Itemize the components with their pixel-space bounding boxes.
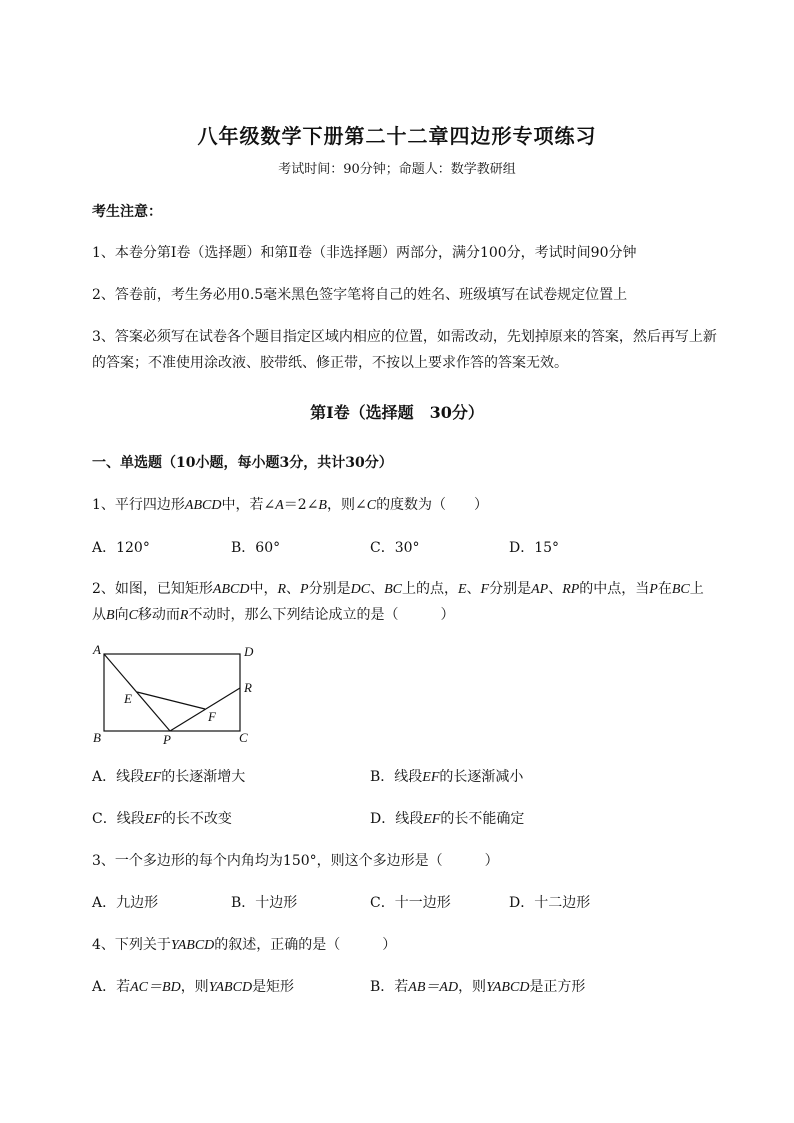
q4-option-a: A．若AC＝BD，则YABCD是矩形 xyxy=(92,979,295,995)
notice-item-2: 2、答卷前，考生务必用0.5毫米黑色签字笔将自己的姓名、班级填写在试卷规定位置上 xyxy=(92,287,628,303)
q3-option-c: C．十一边形 xyxy=(370,895,451,911)
label-f: F xyxy=(208,709,216,724)
q1-option-a: A．120° xyxy=(92,540,150,556)
part-title: 一、单选题（10小题，每小题3分，共计30分） xyxy=(92,455,393,471)
q3-option-a: A．九边形 xyxy=(92,895,159,911)
q4-option-b: B．若AB＝AD，则YABCD是正方形 xyxy=(370,979,586,995)
question-4-stem: 4、下列关于YABCD的叙述，正确的是（ ） xyxy=(92,937,397,953)
q2-option-c: C．线段EF的长不改变 xyxy=(92,811,232,827)
label-r: R xyxy=(244,680,252,695)
question-2-stem-line1: 2、如图，已知矩形ABCD中，R、P分别是DC、BC上的点，E、F分别是AP、RP的中点，当P在BC上 xyxy=(92,581,704,597)
page-subtitle: 考试时间：90分钟；命题人：数学教研组 xyxy=(278,162,516,177)
question-3-stem: 3、一个多边形的每个内角均为150°，则这个多边形是（ ） xyxy=(92,853,499,869)
label-c: C xyxy=(239,730,248,745)
segment-ef xyxy=(137,692,205,709)
label-p: P xyxy=(163,732,171,747)
q3-option-b: B．十边形 xyxy=(231,895,298,911)
q2-option-b: B．线段EF的长逐渐减小 xyxy=(370,769,524,785)
notice-item-3-cont: 的答案；不准使用涂改液、胶带纸、修正带，不按以上要求作答的答案无效。 xyxy=(92,355,568,371)
segment-rp xyxy=(170,688,240,731)
notice-item-1: 1、本卷分第I卷（选择题）和第Ⅱ卷（非选择题）两部分，满分100分，考试时间90分钟 xyxy=(92,245,637,261)
q3-option-d: D．十二边形 xyxy=(509,895,591,911)
q2-option-d: D．线段EF的长不能确定 xyxy=(370,811,525,827)
q1-option-d: D．15° xyxy=(509,540,560,556)
q2-option-a: A．线段EF的长逐渐增大 xyxy=(92,769,246,785)
question-2-stem-line2: 从B向C移动而R不动时，那么下列结论成立的是（ ） xyxy=(92,607,455,623)
label-a: A xyxy=(93,642,101,657)
question-1-stem: 1、平行四边形ABCD中，若∠A＝2∠B，则∠C的度数为（ ） xyxy=(92,497,489,513)
q1-option-c: C．30° xyxy=(370,540,420,556)
section-title: 第I卷（选择题 30分） xyxy=(310,403,484,422)
notice-item-3: 3、答案必须写在试卷各个题目指定区域内相应的位置，如需改动，先划掉原来的答案，然后再写上新 xyxy=(92,329,717,345)
notice-heading: 考生注意： xyxy=(92,204,162,220)
label-b: B xyxy=(93,730,101,745)
label-d: D xyxy=(244,644,254,659)
label-e: E xyxy=(124,691,132,706)
q1-option-b: B．60° xyxy=(231,540,281,556)
page-title: 八年级数学下册第二十二章四边形专项练习 xyxy=(197,124,597,148)
rectangle-figure xyxy=(88,640,268,750)
